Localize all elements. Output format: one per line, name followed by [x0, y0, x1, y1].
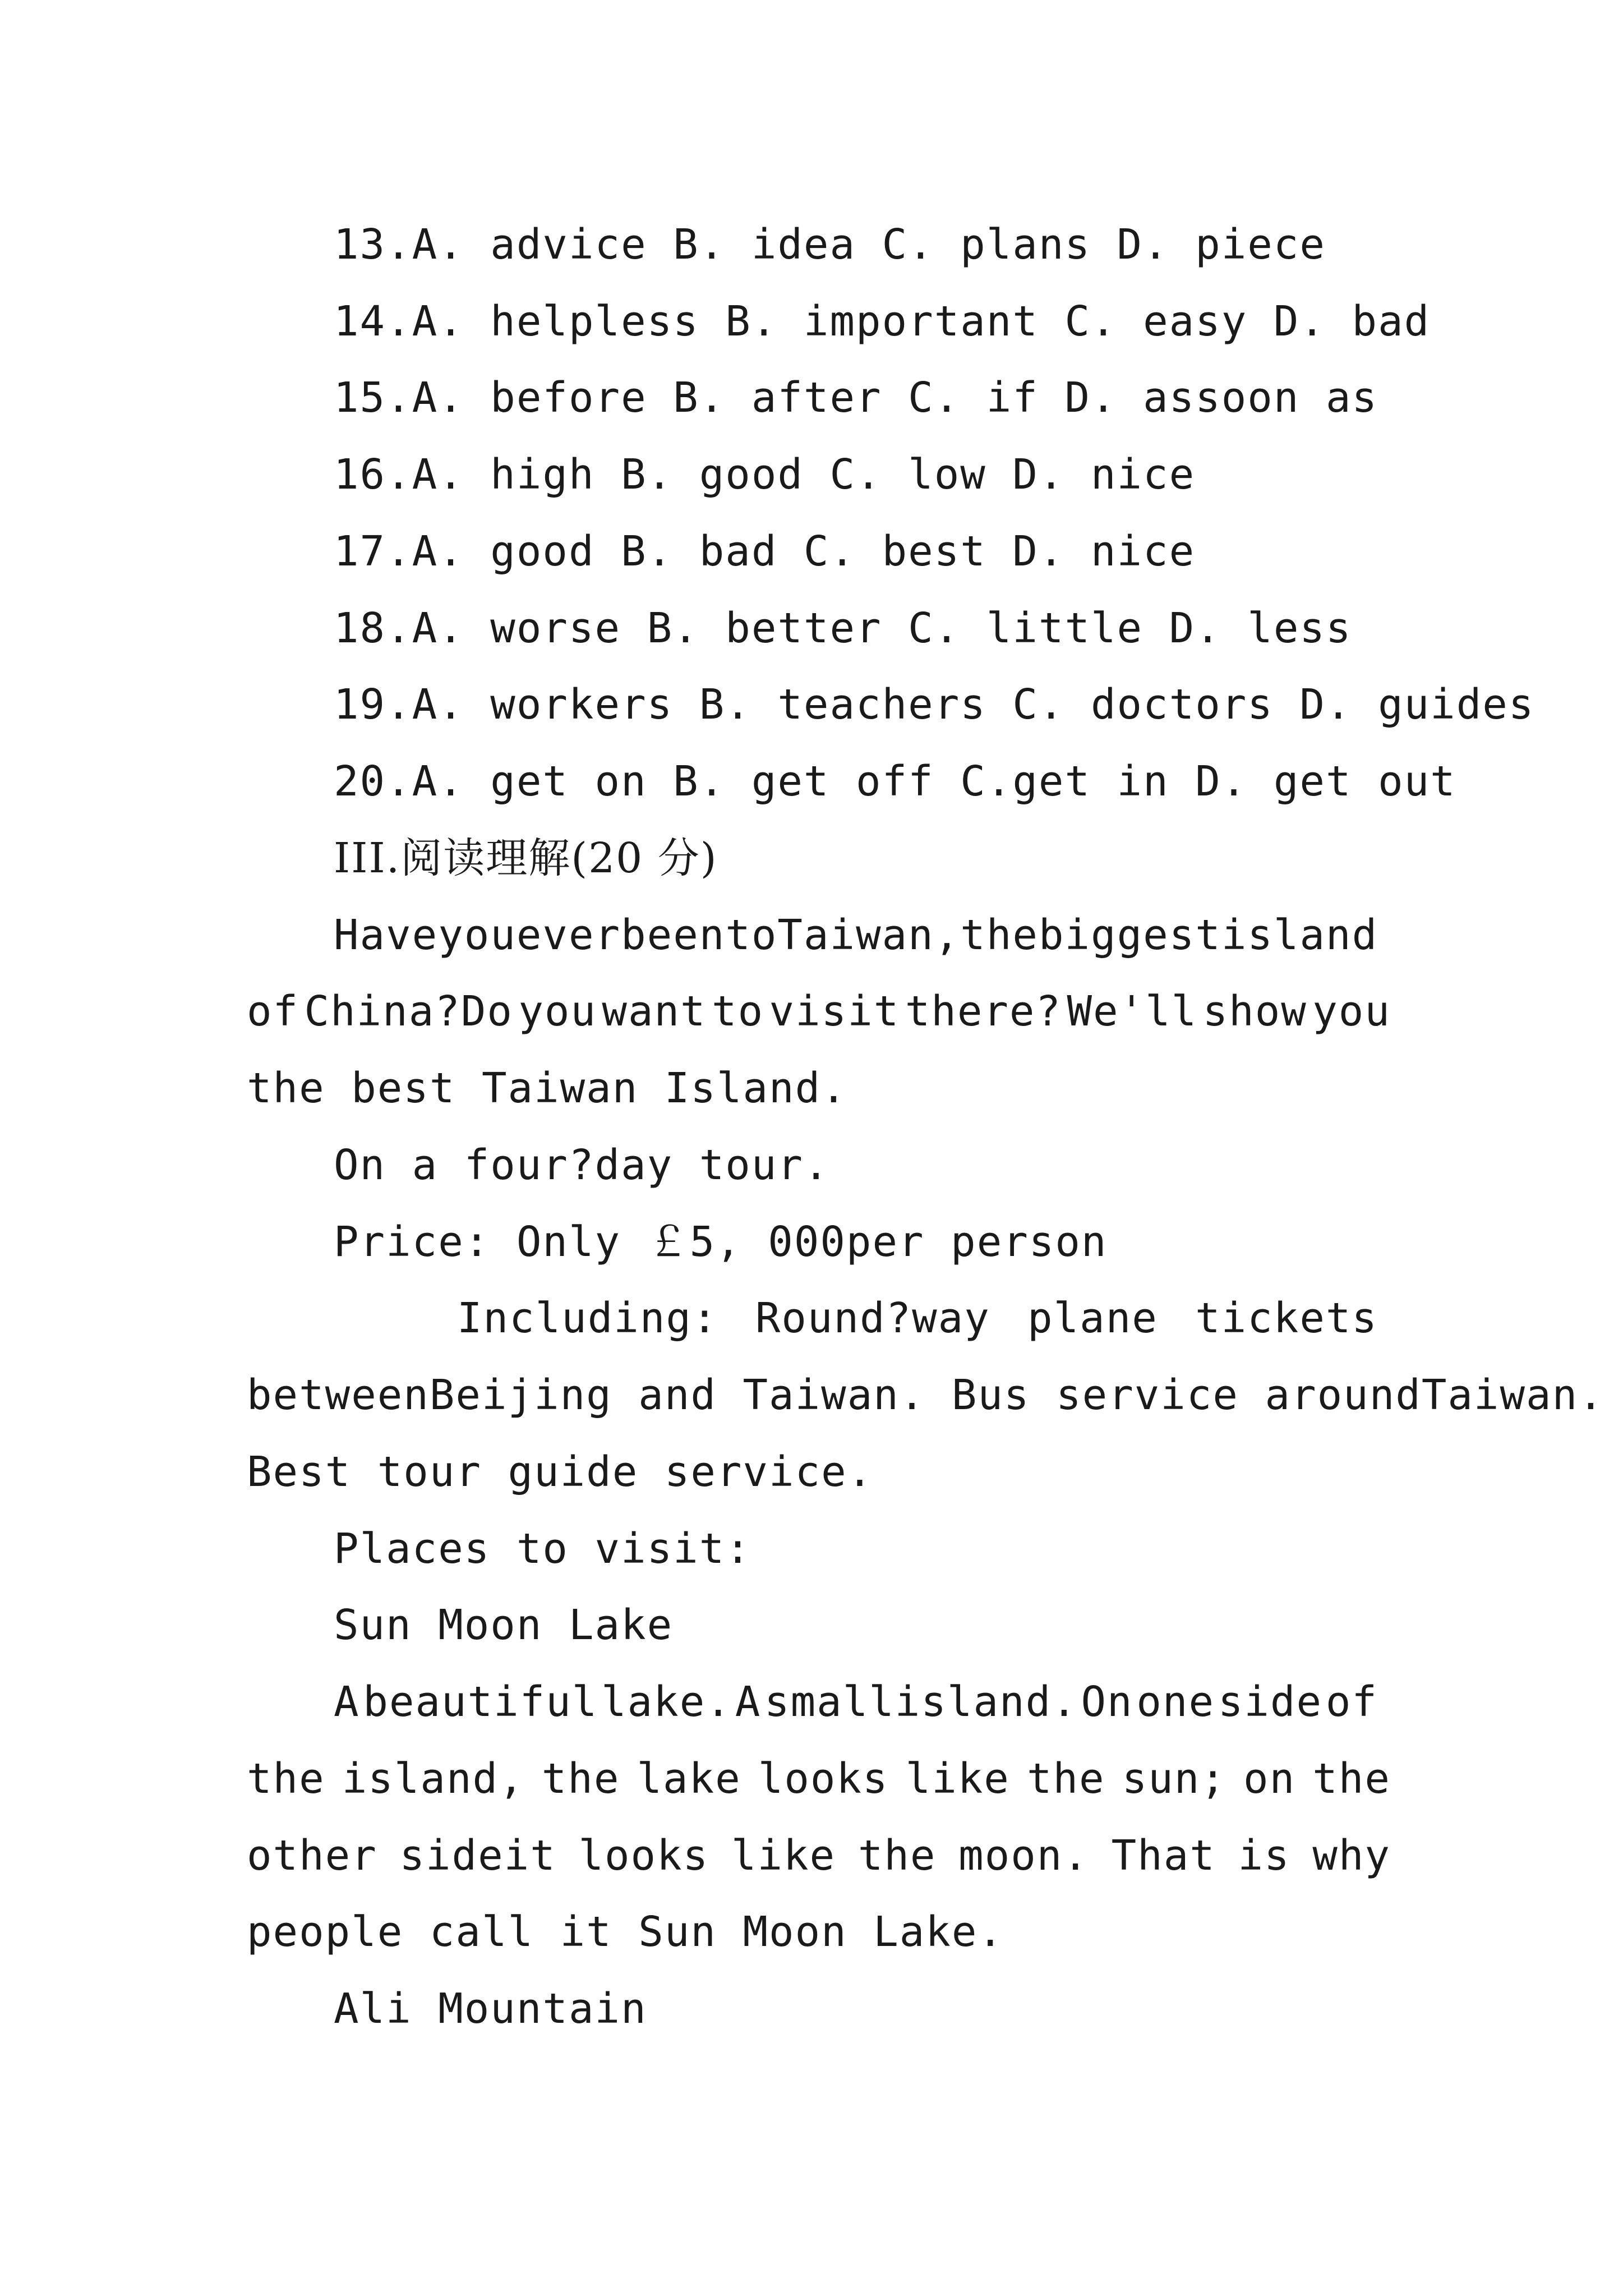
word: of — [1325, 1678, 1378, 1726]
word: A — [334, 1678, 360, 1726]
word: there? — [905, 987, 1062, 1036]
word: Have — [334, 911, 439, 959]
option-14: 14.A. helpless B. important C. easy D. bad — [334, 297, 1431, 346]
word: the — [960, 911, 1039, 959]
word: island — [1221, 911, 1378, 959]
word: plane — [1027, 1294, 1158, 1342]
word: sun; — [1122, 1755, 1227, 1803]
word: why — [1312, 1832, 1391, 1880]
word: you — [438, 911, 517, 959]
price-line: Price: Only ￡5, 000per person — [334, 1218, 1108, 1266]
word: toTaiwan, — [725, 911, 961, 959]
places-label: Places to visit: — [334, 1525, 751, 1573]
word: show — [1202, 987, 1307, 1036]
place-2-name: Ali Mountain — [334, 1985, 647, 2033]
including-line-2: betweenBeijing and Taiwan. Bus service aroundTaiwan. — [247, 1371, 1604, 1419]
option-15: 15.A. before B. after C. if D. assoon as — [334, 374, 1378, 422]
word: looks — [758, 1755, 889, 1803]
word: you — [518, 987, 597, 1036]
word: like — [905, 1755, 1010, 1803]
place-1-line-2 — [247, 1751, 1391, 1807]
word: A — [735, 1678, 762, 1726]
word: visit — [769, 987, 900, 1036]
word: the — [1026, 1755, 1105, 1803]
option-16: 16.A. high B. good C. low D. nice — [334, 450, 1196, 499]
intro-line-3: the best Taiwan Island. — [247, 1064, 847, 1112]
word: been — [621, 911, 726, 959]
word: one — [1136, 1678, 1215, 1726]
word: island, — [342, 1755, 525, 1803]
word: looks — [578, 1832, 709, 1880]
word: the — [541, 1755, 620, 1803]
word: China?Do — [304, 987, 513, 1036]
option-20: 20.A. get on B. get off C.get in D. get out — [334, 757, 1456, 806]
including-line-1 — [457, 1290, 1378, 1346]
word: the — [247, 1755, 325, 1803]
option-17: 17.A. good B. bad C. best D. nice — [334, 527, 1196, 576]
word: you — [1312, 987, 1391, 1036]
word: Round?way — [755, 1294, 990, 1342]
including-line-3: Best tour guide service. — [247, 1448, 874, 1496]
place-1-line-3 — [247, 1828, 1391, 1884]
word: to — [712, 987, 764, 1036]
word: on — [1243, 1755, 1296, 1803]
word: We'll — [1067, 987, 1198, 1036]
word: side — [1218, 1678, 1323, 1726]
place-1-line-1 — [334, 1674, 1378, 1730]
tour-duration: On a four?day tour. — [334, 1141, 830, 1189]
word: lake. — [601, 1678, 732, 1726]
word: biggest — [1038, 911, 1221, 959]
word: lake — [637, 1755, 741, 1803]
word: beautiful — [363, 1678, 598, 1726]
word: other — [247, 1832, 377, 1880]
word: the — [1312, 1755, 1391, 1803]
word: like — [731, 1832, 836, 1880]
intro-line-2 — [247, 983, 1391, 1039]
word: of — [247, 987, 299, 1036]
word: Including: — [457, 1294, 718, 1342]
word: tickets — [1195, 1294, 1378, 1342]
word: On — [1081, 1678, 1133, 1726]
section-heading: III.阅读理解(20 分) — [334, 834, 718, 882]
word: sideit — [399, 1832, 556, 1880]
option-19: 19.A. workers B. teachers C. doctors D. guides — [334, 680, 1535, 729]
place-1-line-4: people call it Sun Moon Lake. — [247, 1908, 1004, 1956]
intro-line-1 — [334, 907, 1378, 963]
word: ever — [516, 911, 621, 959]
word: want — [602, 987, 707, 1036]
option-18: 18.A. worse B. better C. little D. less — [334, 604, 1352, 652]
word: is — [1238, 1832, 1290, 1880]
word: smallisland. — [764, 1678, 1078, 1726]
word: moon. — [958, 1832, 1089, 1880]
place-1-name: Sun Moon Lake — [334, 1601, 674, 1649]
word: the — [857, 1832, 937, 1880]
option-13: 13.A. advice B. idea C. plans D. piece — [334, 220, 1326, 269]
word: That — [1111, 1832, 1216, 1880]
